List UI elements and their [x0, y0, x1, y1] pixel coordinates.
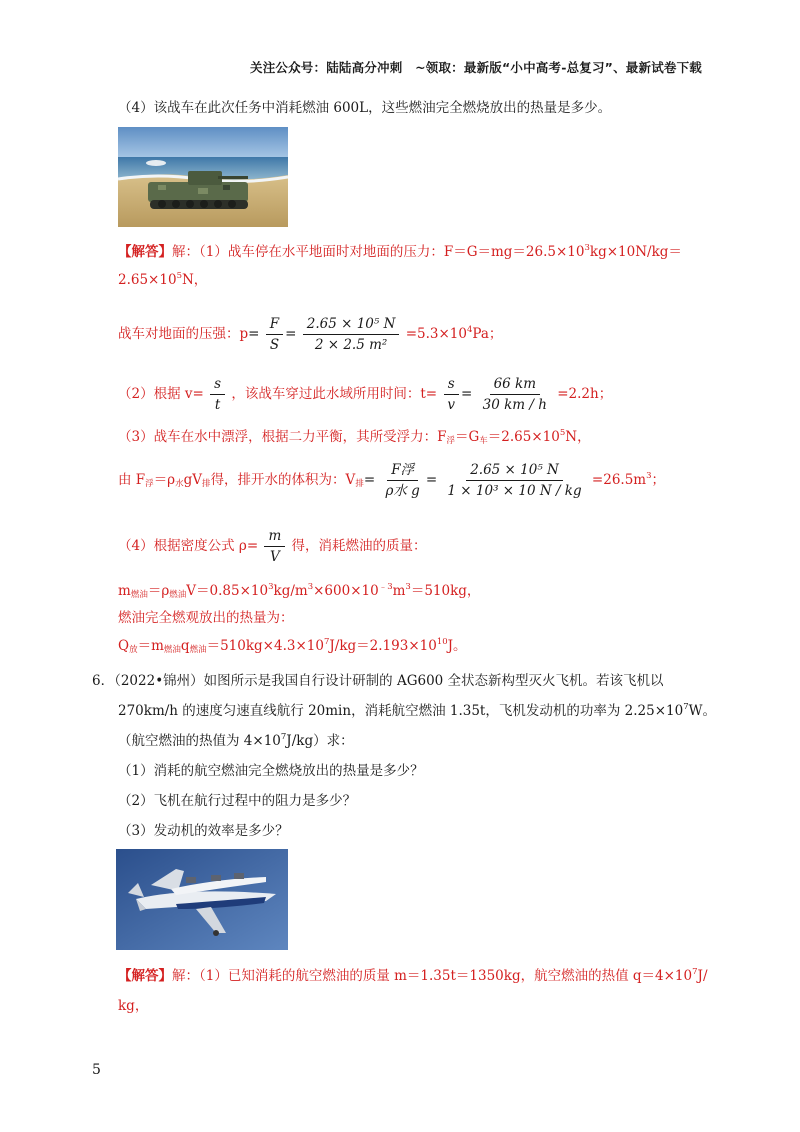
volume-line: 由 $F_浮=\rho_水gV_排$得，排开水的体积为：$V_排=$ $\frac{\text{F浮}}{\text{ρ水 g}}$ = $\frac{\text{2.65 × 10⁵ N}}{\text{1 × 10³ × 10 N / kg}}$ $=26.5m^3$；: [118, 462, 666, 499]
text-ans2-sup: 7: [692, 967, 698, 977]
frac-num: s: [444, 375, 459, 395]
time-frac-st: [210, 375, 225, 414]
question-6-sub-3: （3）发动机的效率是多少？: [118, 823, 289, 839]
volume-sub-2: 水: [175, 479, 184, 489]
pressure-result: =5.3×10: [405, 326, 467, 342]
text-q-sub3: 燃油: [189, 645, 207, 655]
answer-intro-sup: 3: [584, 243, 590, 253]
text-m-calc-tail: ＝510kg，: [410, 583, 481, 599]
frac-num: m: [264, 527, 285, 547]
airplane-photo: [116, 849, 288, 950]
text-ans2-b: J/: [697, 968, 708, 984]
text-q6-l2b: W。: [688, 703, 716, 719]
text-q-sub1: 放: [129, 645, 138, 655]
answer-tag: 【解答】: [118, 244, 172, 260]
text-m-calc-sup4: 3: [405, 582, 411, 592]
text-ans2-a: 解：（1）已知消耗的航空燃油的质量 m＝1.35t＝1350kg，航空燃油的热值 q＝4×10: [172, 968, 693, 984]
time-line: [118, 372, 612, 416]
buoyancy-text: （3）战车在水中漂浮，根据二力平衡，其所受浮力：F: [118, 429, 447, 445]
frac-num: 2.65 × 10⁵ N: [466, 461, 563, 481]
pressure-result-unit: Pa；: [472, 326, 503, 342]
time-mid: ，该战车穿过此水域所用时间：t=: [231, 386, 438, 402]
buoyancy-sub-float: 浮: [446, 436, 455, 446]
tank-photo: [118, 127, 288, 227]
text-q6-l2a: 270km/h 的速度匀速直线航行 20min，消耗航空燃油 1.35t，飞机发动机的功率为 2.25×10: [118, 703, 684, 719]
frac-den: 2 × 2.5 m²: [314, 337, 388, 353]
frac-den: t: [214, 397, 221, 413]
text-q-mid: ＝m: [137, 638, 164, 654]
pressure-eq: =: [248, 326, 260, 342]
frac-den: 30 km / h: [482, 397, 547, 413]
answer-force-value: 2.65×10: [118, 272, 177, 288]
buoyancy-sup: 5: [559, 428, 566, 438]
text-m-calc-mid: ＝ρ: [147, 583, 170, 599]
buoyancy-line: [118, 427, 591, 447]
question-6-sub-1: （1）消耗的航空燃油完全燃烧放出的热量是多少？: [118, 763, 424, 779]
text-m-calc-sub: 燃油: [130, 590, 148, 600]
volume-sub-3: 排: [202, 479, 211, 489]
pressure-frac-values: [303, 315, 400, 354]
text-m-calc-pre: m: [118, 583, 131, 599]
volume-sub-4: 排: [355, 479, 364, 489]
text-m-calc-mid3: kg/m: [273, 583, 308, 599]
mass-line: [118, 524, 427, 568]
text-m-calc-mid4: ×600×10: [313, 583, 379, 599]
volume-result: =26.5m: [591, 472, 647, 488]
page-header: 关注公众号：陆陆高分冲刺 ~领取：最新版“小中高考-总复习”、最新试卷下载: [250, 60, 702, 75]
text-q-mid4: J/kg＝2.193×10: [329, 638, 437, 654]
text-q6-l3b: J/kg）求：: [286, 733, 354, 749]
text-q-mid3: ＝510kg×4.3×10: [206, 638, 324, 654]
text-q-sup2: 10: [436, 637, 448, 647]
volume-result-sup: 3: [646, 471, 652, 481]
frac-num: 2.65 × 10⁵ N: [303, 315, 400, 335]
frac-num: F浮: [387, 461, 418, 481]
text-q6-l2-sup: 7: [683, 702, 689, 712]
time-eq: =: [461, 386, 473, 402]
text-q6-l3-sup: 7: [280, 732, 287, 742]
heat-calc-line: [118, 636, 467, 656]
text-q-sub2: 燃油: [163, 645, 181, 655]
heat-label: 燃油完全燃观放出的热量为：: [118, 610, 294, 626]
question-6-sub-2: （2）飞机在航行过程中的阻力是多少？: [118, 793, 357, 809]
volume-eq: =: [363, 472, 376, 488]
text-m-calc-sub2: 燃油: [169, 590, 187, 600]
volume-frac-values: [443, 461, 585, 500]
mass-frac: [264, 527, 285, 566]
text-q-sup1: 7: [323, 637, 330, 647]
text-m-calc-sup2: 3: [307, 582, 314, 592]
frac-den: V: [269, 549, 280, 565]
frac-num: s: [210, 375, 225, 395]
volume-mid-3: 得，排开水的体积为：V: [210, 472, 356, 488]
answer2-tag: 【解答】: [118, 968, 172, 984]
time-frac-values: [479, 375, 551, 414]
answer-force-unit: N，: [181, 272, 208, 288]
text-q-pre: Q: [118, 638, 130, 654]
answer-line-1: [118, 242, 682, 262]
answer-intro: 解：（1）战车停在水平地面时对地面的压力：F＝G＝mg＝26.5×10: [172, 244, 585, 260]
frac-den: S: [269, 337, 280, 353]
answer-intro-tail: kg×10N/kg＝: [589, 244, 682, 260]
question-6-line-1: 6．（2022•锦州）如图所示是我国自行设计研制的 AG600 全状态新构型灭火飞机。若该飞机以: [92, 673, 664, 689]
volume-frac-symbolic: [381, 461, 423, 500]
frac-num: F: [266, 315, 283, 335]
answer-line-2: [118, 270, 207, 290]
volume-sub-1: 浮: [145, 479, 154, 489]
buoyancy-sub-vehicle: 车: [479, 436, 488, 446]
time-frac-sv: [443, 375, 459, 414]
buoyancy-value: ＝2.65×10: [487, 429, 560, 445]
frac-den: 1 × 10³ × 10 N / kg: [447, 483, 582, 499]
text-q-tail: J。: [447, 638, 467, 654]
mass-tail: 得，消耗燃油的质量：: [291, 538, 427, 554]
question-6-line-3: [118, 731, 354, 751]
pressure-line: 战车对地面的压强：p= $\frac{F}{S}$ = $\frac{\text{2.65 × 10⁵ N}}{\text{2 × 2.5 m²}}$ $=5.3\times 10^4Pa$；: [118, 316, 503, 353]
question-4: （4）该战车在此次任务中消耗燃油 600L，这些燃油完全燃烧放出的热量是多少。: [118, 100, 612, 116]
frac-den: v: [447, 397, 456, 413]
frac-den: ρ水 g: [385, 483, 420, 499]
page-number: 5: [92, 1062, 101, 1078]
buoyancy-mid: ＝G: [454, 429, 480, 445]
buoyancy-unit: N，: [565, 429, 591, 445]
answer-force-sup: 5: [176, 271, 182, 281]
answer2-line-1: [118, 966, 708, 986]
pressure-label: 战车对地面的压强：p: [118, 326, 249, 342]
pressure-result-sup: 4: [466, 325, 473, 335]
text-m-calc-mid5: m: [392, 583, 406, 599]
text-q-mid2: q: [180, 638, 190, 654]
volume-mid: ＝ρ: [153, 472, 176, 488]
time-result: =2.2h；: [557, 386, 613, 402]
frac-num: 66 km: [490, 375, 540, 395]
pressure-frac-fs: [266, 315, 283, 354]
text-m-calc-sup1: 3: [268, 582, 274, 592]
question-6-line-2: [118, 701, 716, 721]
volume-pre: 由 F: [118, 472, 146, 488]
mass-label: （4）根据密度公式 ρ=: [118, 538, 259, 554]
volume-mid-2: gV: [183, 472, 203, 488]
time-label: （2）根据 v=: [118, 386, 204, 402]
text-m-calc-sup3: ﹣3: [378, 582, 393, 592]
volume-result-tail: ；: [651, 472, 666, 488]
mass-calc-line: [118, 581, 480, 601]
text-q6-l3a: （航空燃油的热值为 4×10: [118, 733, 281, 749]
text-m-calc-mid2: V＝0.85×10: [186, 583, 269, 599]
answer2-line-2: kg，: [118, 998, 149, 1014]
